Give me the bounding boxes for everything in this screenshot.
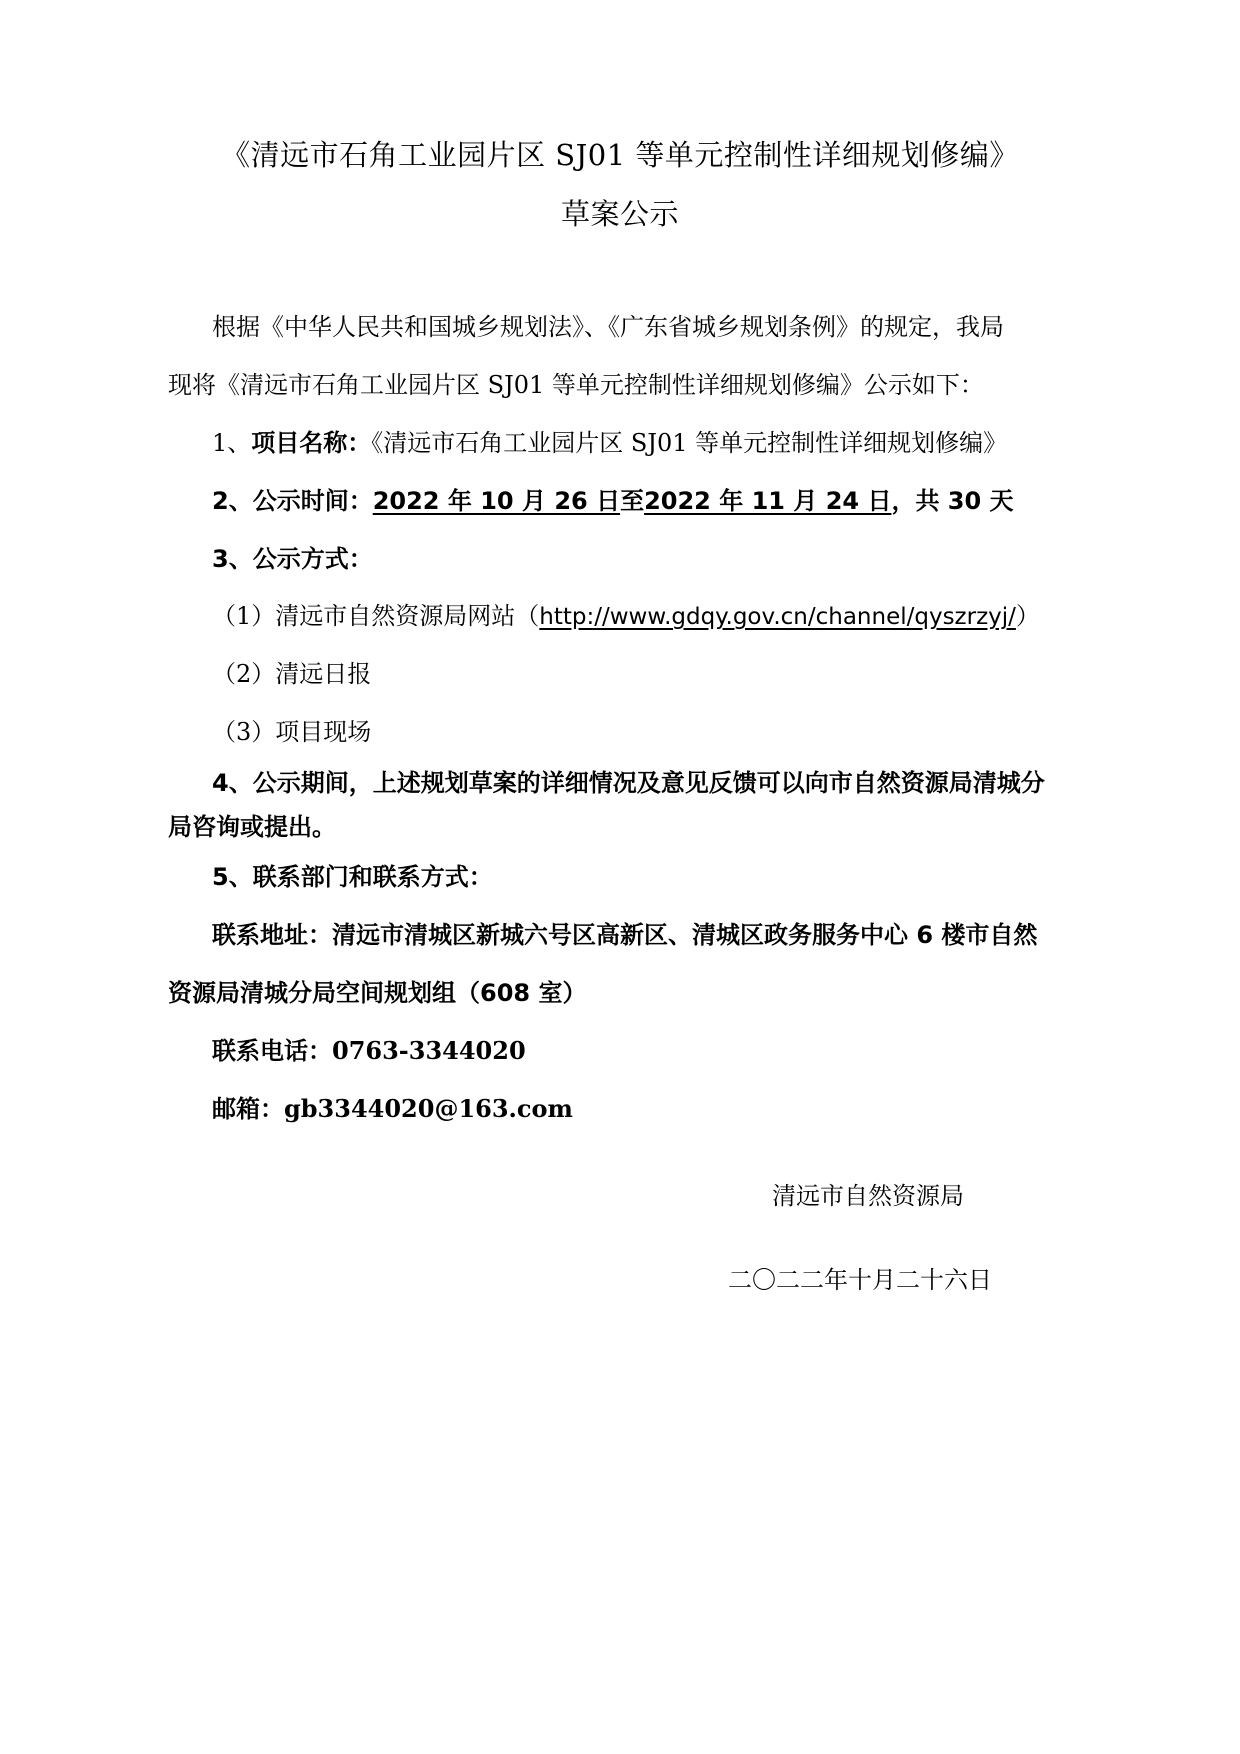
signature-date: 二〇二二年十月二十六日 — [728, 1266, 992, 1294]
item-publicity-method-label: 3、公示方式： — [212, 545, 373, 573]
item-feedback-line-2: 局咨询或提出。 — [168, 813, 336, 841]
date-separator: 至 — [620, 487, 645, 515]
intro-line-2: 现将《清远市石角工业园片区 SJ01 等单元控制性详细规划修编》公示如下： — [168, 371, 984, 399]
contact-address-line-1: 联系地址：清远市清城区新城六号区高新区、清城区政务服务中心 6 楼市自然 — [212, 921, 1038, 949]
item-project-name — [212, 427, 1007, 459]
signature-organization: 清远市自然资源局 — [772, 1182, 964, 1210]
item-number: 1、 — [212, 429, 252, 457]
item-publicity-time — [212, 485, 1014, 517]
project-name-value: 《清远市石角工业园片区 SJ01 等单元控制性详细规划修编》 — [371, 429, 1008, 457]
method-site: （3）项目现场 — [212, 718, 372, 746]
item-label: 2、公示时间： — [212, 487, 373, 515]
item-contact-label: 5、联系部门和联系方式： — [212, 863, 493, 891]
contact-phone: 联系电话：0763-3344020 — [212, 1036, 526, 1065]
total-days: ，共 30 天 — [891, 487, 1014, 515]
website-link[interactable]: http://www.gdqy.gov.cn/channel/qyszrzyj/ — [539, 604, 1016, 630]
start-date: 2022 年 10 月 26 日 — [372, 487, 621, 515]
intro-line-1: 根据《中华人民共和国城乡规划法》、《广东省城乡规划条例》的规定，我局 — [212, 313, 1004, 341]
item-label: 项目名称： — [251, 428, 372, 457]
item-feedback-line-1: 4、公示期间，上述规划草案的详细情况及意见反馈可以向市自然资源局清城分 — [212, 769, 1045, 797]
document-title: 《清远市石角工业园片区 SJ01 等单元控制性详细规划修编》 — [221, 138, 1019, 172]
contact-address-line-2: 资源局清城分局空间规划组（608 室） — [168, 979, 587, 1007]
document-subtitle: 草案公示 — [560, 197, 679, 231]
method-website-label: （1）清远市自然资源局网站（ — [212, 602, 540, 630]
end-date: 2022 年 11 月 24 日 — [644, 487, 892, 515]
method-website-suffix: ） — [1015, 602, 1040, 630]
method-website — [212, 600, 1040, 633]
contact-email: 邮箱：gb3344020@163.com — [212, 1094, 573, 1123]
method-newspaper: （2）清远日报 — [212, 660, 372, 688]
